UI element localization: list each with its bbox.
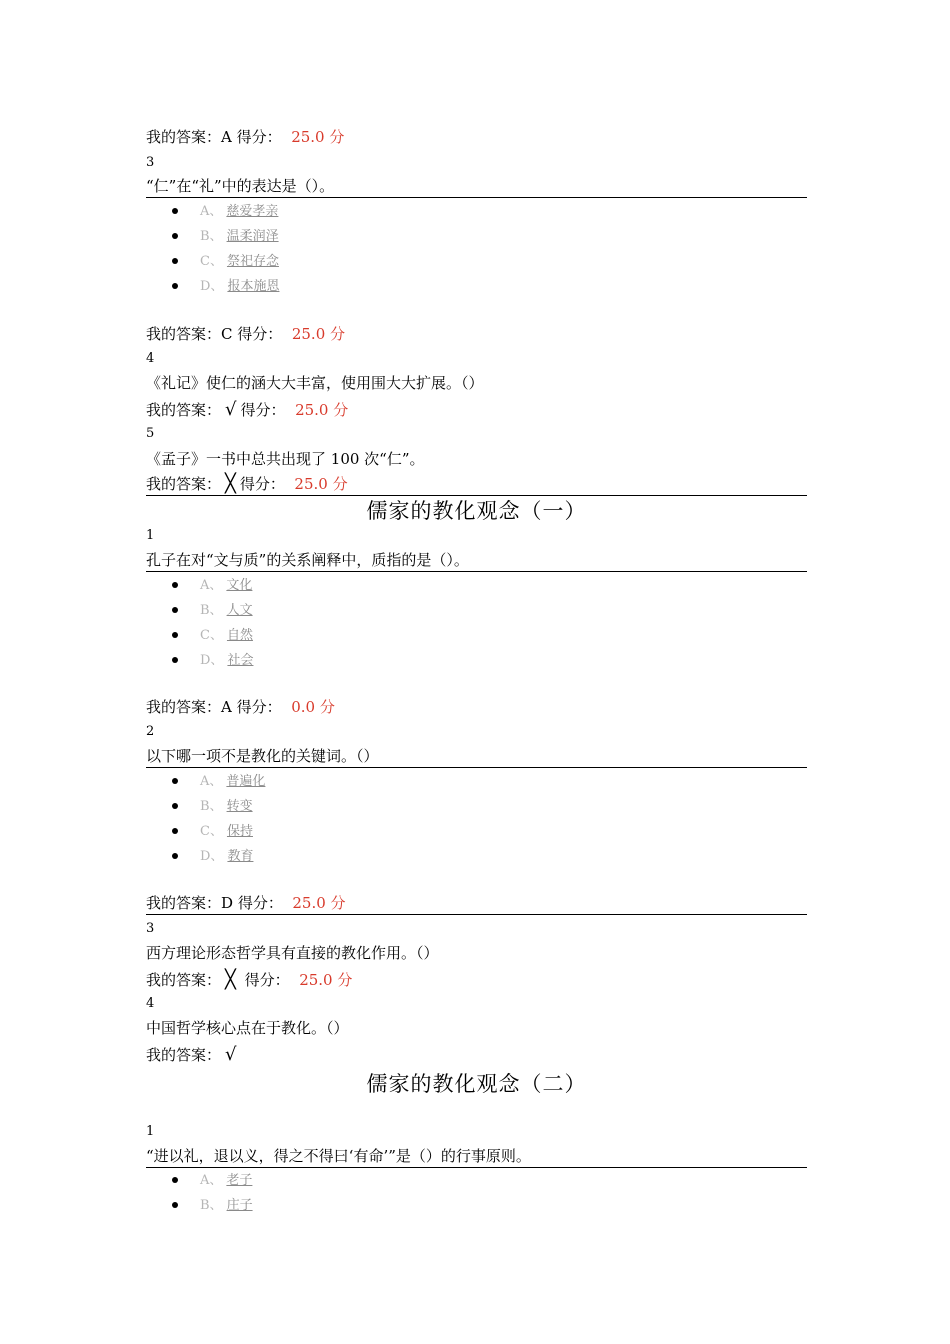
question-text: 中国哲学核心点在于教化。（） [146,1019,349,1037]
answer-line: 我的答案： √ 得分： 25.0 分 [146,399,349,420]
cross-icon: ╳ [225,969,236,990]
question-text: 以下哪一项不是教化的关键词。（） [146,746,807,768]
question-number: 1 [146,1124,155,1139]
bullet-icon [172,803,178,809]
option-c[interactable]: C、 自然 [172,627,253,645]
score-value: 25.0 分 [291,128,345,146]
bullet-icon [172,233,178,239]
question-text: “仁”在“礼”中的表达是（）。 [146,176,807,198]
answer-line: 我的答案：A 得分： 0.0 分 [146,698,335,716]
section-title: 儒家的教化观念（一） [366,499,587,523]
answer-line: 我的答案：C 得分： 25.0 分 [146,325,346,343]
score-label: 得分： [236,128,282,146]
bullet-icon [172,853,178,859]
bullet-icon [172,632,178,638]
option-a[interactable]: A、 文化 [172,577,252,595]
bullet-icon [172,828,178,834]
answer-line: 我的答案： ╳ 得分： 25.0 分 [146,473,348,494]
question-text: 孔子在对“文与质”的关系阐释中，质指的是（）。 [146,550,807,572]
check-icon: √ [225,399,237,420]
answer-line: 我的答案：D 得分： 25.0 分 [146,893,807,915]
option-b[interactable]: B、 人文 [172,602,253,620]
bullet-icon [172,607,178,613]
question-text: 西方理论形态哲学具有直接的教化作用。（） [146,944,439,962]
option-b[interactable]: B、 庄子 [172,1197,253,1215]
question-number: 2 [146,724,155,739]
option-c[interactable]: C、 祭祀存念 [172,253,279,271]
option-d[interactable]: D、 社会 [172,652,253,670]
bullet-icon [172,657,178,663]
option-c[interactable]: C、 保持 [172,823,253,841]
option-a[interactable]: A、 老子 [172,1172,252,1190]
question-text: 《礼记》使仁的涵大大丰富，使用围大大扩展。（） [146,374,484,392]
bullet-icon [172,258,178,264]
option-b[interactable]: B、 转变 [172,798,253,816]
answer-label: 我的答案： [146,128,222,146]
option-a[interactable]: A、 慈爱孝亲 [172,203,278,221]
section-divider [146,495,807,496]
bullet-icon [172,778,178,784]
option-d[interactable]: D、 教育 [172,848,253,866]
bullet-icon [172,1202,178,1208]
option-a[interactable]: A、 普遍化 [172,773,265,791]
bullet-icon [172,208,178,214]
bullet-icon [172,283,178,289]
option-b[interactable]: B、 温柔润泽 [172,228,279,246]
cross-icon: ╳ [225,473,236,494]
check-icon: √ [225,1044,237,1065]
option-d[interactable]: D、 报本施恩 [172,278,279,296]
answer-line [146,127,344,147]
question-number: 3 [146,921,155,936]
answer-line: 我的答案： ╳ 得分： 25.0 分 [146,969,353,990]
question-number: 4 [146,996,155,1011]
answer-line: 我的答案： √ [146,1044,237,1065]
bullet-icon [172,1177,178,1183]
question-text: 《孟子》一书中总共出现了 100 次“仁”。 [146,450,425,468]
question-text: “进以礼，退以义，得之不得曰‘有命’”是（）的行事原则。 [146,1146,807,1168]
bullet-icon [172,582,178,588]
question-number: 4 [146,351,155,366]
section-title: 儒家的教化观念（二） [366,1072,587,1096]
answer-value: A [221,128,232,146]
question-number: 3 [146,155,155,170]
question-number: 1 [146,528,155,543]
question-number: 5 [146,426,155,441]
